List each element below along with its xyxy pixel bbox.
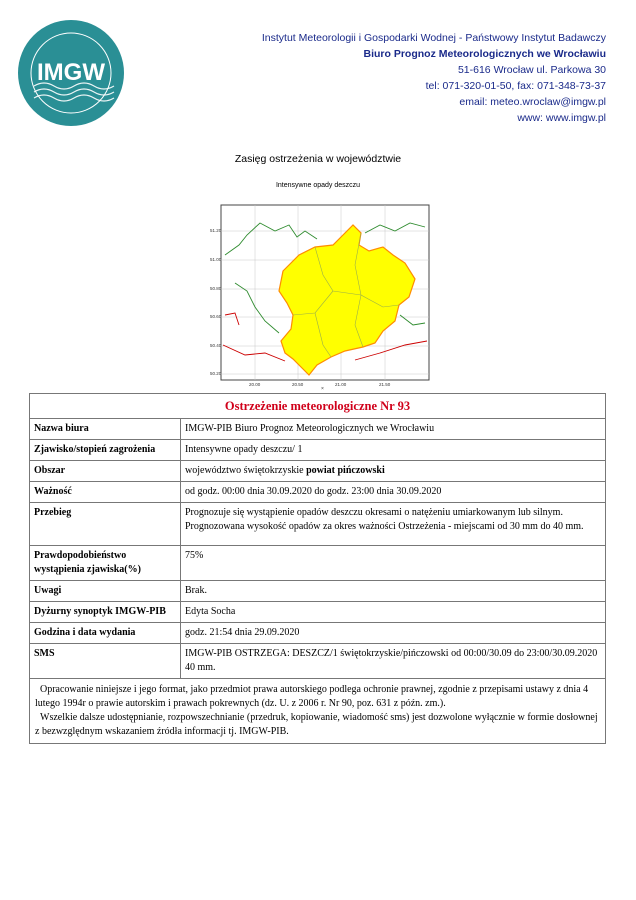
lat-label: 50.60 [210, 314, 222, 319]
address: 51-616 Wrocław ul. Parkowa 30 [457, 64, 606, 76]
table-row [30, 644, 606, 679]
row-label: Godzina i data wydania [30, 623, 181, 644]
copyright-note [30, 679, 606, 744]
warning-map [205, 195, 435, 390]
table-row [30, 440, 606, 461]
row-value [181, 461, 606, 482]
lon-label: 21.00 [335, 382, 347, 387]
row-value: Intensywne opady deszczu/ 1 [181, 440, 606, 461]
row-label: Ważność [30, 482, 181, 503]
copyright-note-2: Wszelkie dalsze udostępnianie, rozpowszechnianie (przedruk, kopiowanie, wiadomość sms) jest dozwolone wyłącznie w formie dosłownej z bezwzględnym wskazaniem źródła informacji tj. IMGW-PIB. [35, 712, 598, 737]
row-value: Brak. [181, 581, 606, 602]
warning-table [29, 393, 606, 744]
lat-label: 50.80 [210, 286, 222, 291]
table-row [30, 581, 606, 602]
area-voivodeship: województwo świętokrzyskie [185, 465, 304, 476]
table-row [30, 503, 606, 546]
phone: tel: 071-320-01-50, fax: 071-348-73-37 [425, 80, 606, 92]
table-row [30, 482, 606, 503]
row-label: Prawdopodobieństwo wystąpienia zjawiska(%) [30, 546, 181, 581]
row-value: IMGW-PIB Biuro Prognoz Meteorologicznych we Wrocławiu [181, 419, 606, 440]
map-title: Zasięg ostrzeżenia w województwie [234, 153, 402, 165]
row-value: 75% [181, 546, 606, 581]
lat-label: 51.00 [210, 257, 222, 262]
lat-label: 51.20 [210, 228, 222, 233]
area-county: powiat pińczowski [306, 465, 385, 476]
table-row [30, 602, 606, 623]
row-label: Nazwa biura [30, 419, 181, 440]
map-subtitle: Intensywne opady deszczu [275, 182, 361, 189]
row-label: Uwagi [30, 581, 181, 602]
row-value: Edyta Socha [181, 602, 606, 623]
lat-label: 50.40 [210, 343, 222, 348]
table-row [30, 461, 606, 482]
office-name: Biuro Prognoz Meteorologicznych we Wrocławiu [363, 48, 606, 60]
institute-name: Instytut Meteorologii i Gospodarki Wodnej - Państwowy Instytut Badawczy [261, 32, 606, 44]
row-value: godz. 21:54 dnia 29.09.2020 [181, 623, 606, 644]
warning-title: Ostrzeżenie meteorologiczne Nr 93 [30, 394, 606, 419]
row-label: Przebieg [30, 503, 181, 546]
row-label: Zjawisko/stopień zagrożenia [30, 440, 181, 461]
table-row [30, 419, 606, 440]
row-value: od godz. 00:00 dnia 30.09.2020 do godz. 23:00 dnia 30.09.2020 [181, 482, 606, 503]
table-row [30, 623, 606, 644]
lon-label: 20.00 [249, 382, 261, 387]
email[interactable]: email: meteo.wroclaw@imgw.pl [459, 96, 606, 108]
lon-label: 21.50 [379, 382, 391, 387]
lat-label: 50.20 [210, 371, 222, 376]
logo-text: IMGW [37, 59, 105, 86]
row-label: Obszar [30, 461, 181, 482]
row-label: SMS [30, 644, 181, 679]
copyright-note-1: Opracowanie niniejsze i jego format, jako przedmiot prawa autorskiego podlega ochronie prawnej, zgodnie z przepisami ustawy z dnia 4 lutego 1994r o prawie autorskim i prawach pokrewnych (dz. U. z 2006 r. Nr 90, poz. 631 z późn. zm.). [35, 684, 589, 709]
lon-label: 20.50 [292, 382, 304, 387]
imgw-logo [16, 18, 126, 128]
map-marker: × [321, 386, 324, 390]
row-label: Dyżurny synoptyk IMGW-PIB [30, 602, 181, 623]
contact-block [262, 30, 606, 126]
website[interactable]: www: www.imgw.pl [517, 112, 606, 124]
table-row [30, 546, 606, 581]
row-value: Prognozuje się wystąpienie opadów deszczu okresami o natężeniu umiarkowanym lub silnym. Prognozowana wysokość opadów za okres ważności Ostrzeżenia - miejscami od 30 mm do 40 mm. [181, 503, 606, 546]
row-value: IMGW-PIB OSTRZEGA: DESZCZ/1 świętokrzyskie/pińczowski od 00:00/30.09 do 23:00/30.09.2020 40 mm. [181, 644, 606, 679]
